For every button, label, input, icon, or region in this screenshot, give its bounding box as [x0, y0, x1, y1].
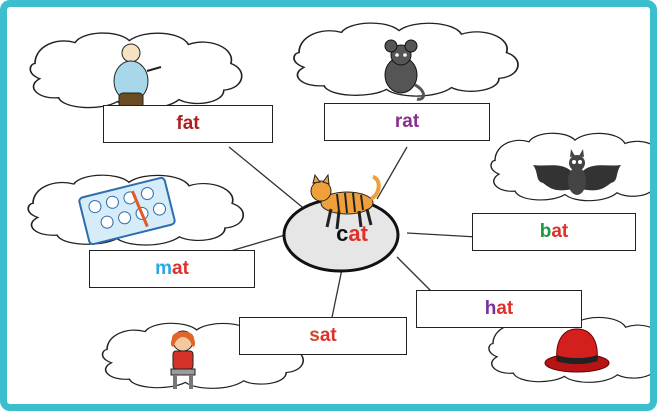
word-box-sat [239, 317, 407, 355]
word-fat-rest: at [182, 113, 200, 134]
word-box-rat [324, 103, 490, 141]
word-rat-rest: at [402, 111, 420, 132]
word-box-bat [472, 213, 636, 251]
word-mat-rest: at [172, 258, 189, 279]
center-word [327, 221, 377, 247]
word-rat-first: r [394, 111, 403, 132]
word-sat-first: s [309, 325, 320, 346]
word-fat-first: f [176, 113, 183, 134]
word-box-hat [416, 290, 582, 328]
word-mat-first: m [155, 258, 172, 279]
line-rat [377, 147, 407, 199]
word-bat-first: b [539, 221, 552, 242]
word-hat-first: h [484, 298, 497, 319]
center-word-first: c [336, 221, 349, 246]
line-fat [229, 147, 307, 211]
word-sat-rest: at [319, 325, 337, 346]
word-box-mat [89, 250, 255, 288]
center-word-rest: at [348, 221, 368, 246]
line-bat [407, 233, 477, 237]
word-box-fat [103, 105, 273, 143]
word-bat-rest: at [551, 221, 569, 242]
word-hat-rest: at [496, 298, 514, 319]
